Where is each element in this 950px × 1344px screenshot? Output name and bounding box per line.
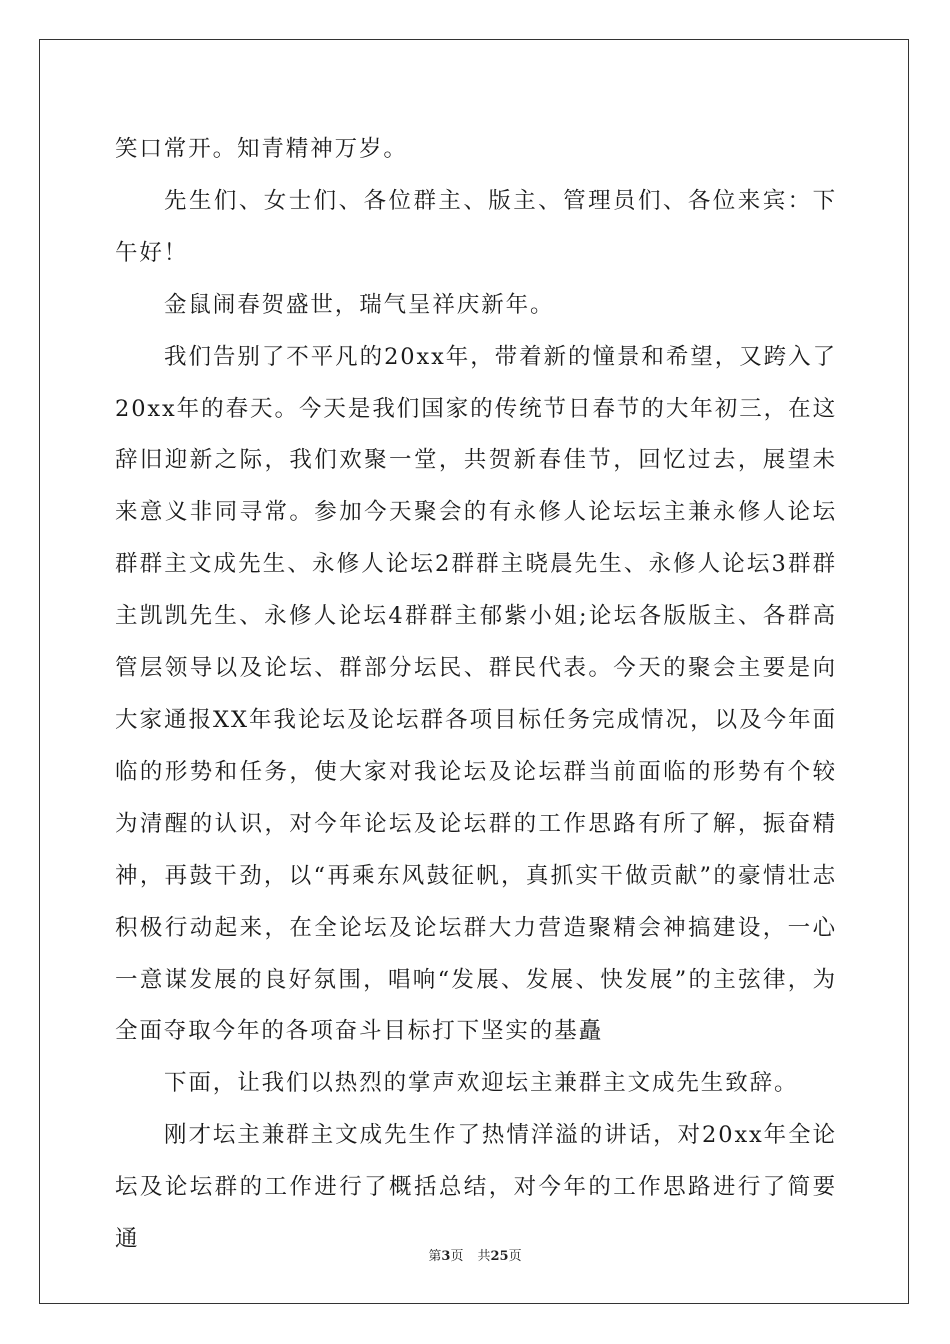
paragraph-6: 刚才坛主兼群主文成先生作了热情洋溢的讲话，对20xx年全论坛及论坛群的工作进行了概括总结，对今年的工作思路进行了简要通 — [115, 1122, 837, 1253]
total-page-count: 25 — [490, 1249, 509, 1264]
paragraph-5: 下面，让我们以热烈的掌声欢迎坛主兼群主文成先生致辞。 — [164, 1070, 799, 1097]
paragraph-1: 笑口常开。知青精神万岁。 — [115, 136, 408, 162]
footer-page-word: 页 — [450, 1249, 464, 1264]
paragraph-2: 先生们、女士们、各位群主、版主、管理员们、各位来宾：下午好！ — [115, 187, 837, 266]
footer-total-prefix: 共 — [477, 1249, 491, 1264]
page-footer — [0, 1248, 950, 1266]
document-body — [115, 124, 837, 1266]
paragraph-3: 金鼠闹春贺盛世，瑞气呈祥庆新年。 — [164, 291, 555, 318]
footer-total-suffix: 页 — [508, 1249, 522, 1264]
current-page-number: 3 — [441, 1249, 451, 1264]
paragraph-4: 我们告别了不平凡的20xx年，带着新的憧景和希望，又跨入了20xx年的春天。今天是我们国家的传统节日春节的大年初三，在这辞旧迎新之际，我们欢聚一堂，共贺新春佳节，回忆过去，展望未来意义非同寻常。参加今天聚会的有永修人论坛坛主兼永修人论坛群群主文成先生、永修人论坛2群群主晓晨先生、永修人论坛3群群主凯凯先生、永修人论坛4群群主郁紫小姐;论坛各版版主、各群高管层领导以及论坛、群部分坛民、群民代表。今天的聚会主要是向大家通报XX年我论坛及论坛群各项目标任务完成情况，以及今年面临的形势和任务，使大家对我论坛及论坛群当前面临的形势有个较为清醒的认识，对今年论坛及论坛群的工作思路有所了解，振奋精神，再鼓干劲，以“再乘东风鼓征帆，真抓实干做贡献”的豪情壮志积极行动起来，在全论坛及论坛群大力营造聚精会神搞建设，一心一意谋发展的良好氛围，唱响“发展、发展、快发展”的主弦律，为全面夺取今年的各项奋斗目标打下坚实的基矗 — [115, 343, 837, 1045]
footer-prefix: 第 — [428, 1249, 442, 1264]
